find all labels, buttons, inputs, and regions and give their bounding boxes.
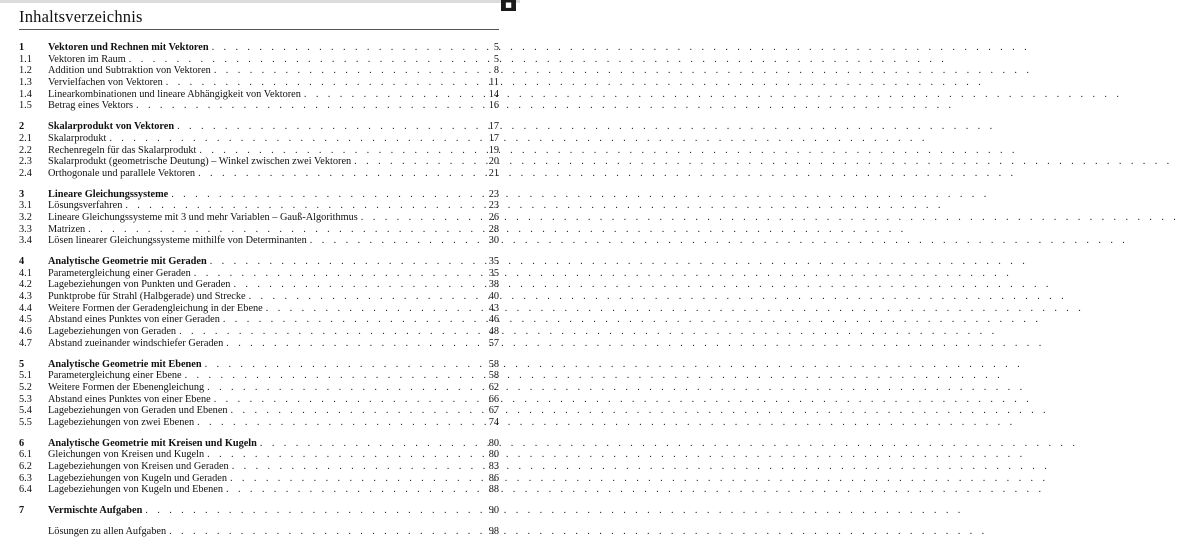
toc-entry-row[interactable] (19, 133, 499, 145)
chapter-title: Vermischte Aufgaben (48, 505, 143, 517)
dot-leader (207, 382, 478, 394)
toc-entry-row[interactable] (19, 200, 499, 212)
dot-leader (136, 100, 478, 112)
dot-leader (304, 89, 478, 101)
page-number: 66 (488, 393, 499, 405)
dot-leader (361, 212, 478, 224)
dot-leader (88, 224, 478, 236)
toc-entry-row[interactable] (19, 168, 499, 180)
entry-title: Vervielfachen von Vektoren (48, 77, 163, 89)
toc-entry-row[interactable] (19, 417, 499, 429)
entry-number: 1.3 (19, 77, 32, 89)
dot-leader (226, 484, 478, 496)
dot-leader (260, 438, 478, 450)
entry-number: 6.1 (19, 449, 32, 461)
page-number: 74 (488, 416, 499, 428)
page-number: 58 (488, 358, 499, 370)
toc-section-5 (19, 359, 499, 429)
dot-leader (109, 133, 478, 145)
entry-number: 1.4 (19, 88, 32, 100)
page-number: 8 (493, 65, 499, 77)
entry-title: Abstand eines Punktes von einer Geraden (48, 314, 220, 326)
page-number: 88 (488, 484, 499, 496)
toc-chapter-row[interactable] (19, 189, 499, 201)
entry-number: 2.2 (19, 144, 32, 156)
toc-entry-row[interactable] (19, 100, 499, 112)
entry-title: Weitere Formen der Geradengleichung in der Ebene (48, 302, 263, 314)
entry-title: Lagebeziehungen von Kugeln und Geraden (48, 472, 227, 484)
entry-number: 6.2 (19, 461, 32, 472)
entry-title: Lineare Gleichungssysteme mit 3 und mehr Variablen – Gauß-Algorithmus (48, 211, 358, 223)
entry-number: 3.3 (19, 223, 32, 235)
entry-number: 2.3 (19, 156, 32, 168)
page-number: 30 (488, 235, 499, 247)
entry-title: Gleichungen von Kreisen und Kugeln (48, 449, 205, 461)
toc-chapter-row[interactable] (19, 505, 499, 517)
toc-chapter-row[interactable] (19, 42, 499, 54)
toc-solutions-row[interactable] (19, 526, 499, 538)
page-number: 23 (488, 200, 499, 212)
page-number: 26 (488, 211, 499, 223)
chapter-number: 2 (19, 121, 25, 133)
entry-number: 6.4 (19, 484, 32, 496)
page-number: 17 (488, 121, 499, 133)
toc-entry-row[interactable] (19, 338, 499, 350)
page-number: 35 (488, 256, 499, 267)
entry-title: Addition und Subtraktion von Vektoren (48, 65, 211, 77)
entry-number: 4.2 (19, 279, 32, 291)
chapter-title: Skalarprodukt von Vektoren (48, 121, 175, 133)
entry-title: Abstand eines Punktes von einer Ebene (48, 393, 211, 405)
page-title: Inhaltsverzeichnis (19, 7, 143, 26)
entry-number: 4.5 (19, 314, 32, 326)
dot-leader (129, 54, 478, 66)
entry-title: Lösungen zu allen Aufgaben (48, 525, 167, 537)
toc-entry-row[interactable] (19, 461, 499, 473)
toc-entry-row[interactable] (19, 89, 499, 101)
chapter-number: 4 (19, 256, 25, 267)
entry-number: 4.3 (19, 291, 32, 303)
entry-number: 4.7 (19, 337, 32, 349)
dot-leader (179, 326, 478, 338)
page-number: 20 (488, 156, 499, 168)
toc-chapter-row[interactable] (19, 121, 499, 133)
page-number: 28 (488, 223, 499, 235)
entry-number: 3.1 (19, 200, 32, 212)
page-number: 67 (488, 405, 499, 417)
entry-title: Linearkombinationen und lineare Abhängigkeit von Vektoren (48, 88, 301, 100)
page-number: 35 (488, 267, 499, 279)
entry-title: Vektoren im Raum (48, 53, 126, 65)
toc-entry-row[interactable] (19, 449, 499, 461)
chapter-title: Analytische Geometrie mit Kreisen und Kugeln (48, 437, 257, 449)
entry-title: Skalarprodukt (48, 132, 107, 144)
entry-number: 5.3 (19, 393, 32, 405)
dot-leader (197, 417, 478, 429)
top-edge-bar (0, 0, 520, 3)
page-number: 62 (488, 381, 499, 393)
chapter-number: 3 (19, 188, 25, 200)
page-number: 80 (488, 437, 499, 449)
entry-number: 3.4 (19, 235, 32, 247)
entry-number: 4.4 (19, 302, 32, 314)
corner-marker-icon: ■ (501, 0, 516, 11)
dot-leader (166, 77, 478, 89)
toc-section-7 (19, 505, 499, 517)
page-number: 5 (493, 53, 499, 65)
dot-leader (214, 394, 478, 406)
toc-entry-row[interactable] (19, 268, 499, 280)
page-number: 83 (488, 461, 499, 472)
dot-leader (249, 291, 478, 303)
entry-title: Punktprobe für Strahl (Halbgerade) und Strecke (48, 291, 246, 303)
entry-number: 6.3 (19, 472, 32, 484)
toc-entry-row[interactable] (19, 77, 499, 89)
dot-leader (171, 189, 478, 201)
entry-number: 1.5 (19, 100, 32, 112)
dot-leader (223, 314, 478, 326)
chapter-title: Vektoren und Rechnen mit Vektoren (48, 42, 209, 53)
chapter-number: 5 (19, 358, 25, 370)
entry-number: 1.1 (19, 53, 32, 65)
entry-title: Rechenregeln für das Skalarprodukt (48, 144, 197, 156)
chapter-title: Lineare Gleichungssysteme (48, 188, 169, 200)
dot-leader (210, 256, 478, 268)
dot-leader (266, 303, 478, 315)
dot-leader (145, 505, 478, 517)
entry-title: Lagebeziehungen von Geraden (48, 326, 177, 338)
toc-section-solutions (19, 526, 499, 538)
toc-section-1 (19, 42, 499, 112)
dot-leader (354, 156, 478, 168)
dot-leader (232, 461, 478, 473)
dot-leader (231, 405, 478, 417)
entry-title: Lagebeziehungen von Punkten und Geraden (48, 279, 231, 291)
dot-leader (230, 473, 478, 485)
toc-entry-row[interactable] (19, 303, 499, 315)
toc-section-2 (19, 121, 499, 179)
entry-title: Abstand zueinander windschiefer Geraden (48, 337, 224, 349)
dot-leader (207, 449, 478, 461)
toc-chapter-row[interactable] (19, 438, 499, 450)
toc-section-3 (19, 189, 499, 247)
page-number: 40 (488, 291, 499, 303)
page-number: 48 (488, 326, 499, 338)
dot-leader (198, 168, 478, 180)
page-number: 86 (488, 472, 499, 484)
toc-entry-row[interactable] (19, 405, 499, 417)
page-number: 14 (488, 88, 499, 100)
toc-entry-row[interactable] (19, 394, 499, 406)
entry-number: 4.6 (19, 326, 32, 338)
table-of-contents (19, 42, 499, 546)
entry-title: Lagebeziehungen von Kugeln und Ebenen (48, 484, 223, 496)
entry-number: 3.2 (19, 211, 32, 223)
entry-number: 5.1 (19, 370, 32, 382)
dot-leader (169, 526, 478, 538)
toc-entry-row[interactable] (19, 314, 499, 326)
dot-leader (185, 370, 478, 382)
entry-title: Lagebeziehungen von Kreisen und Geraden (48, 461, 229, 472)
toc-entry-row[interactable] (19, 156, 499, 168)
entry-title: Orthogonale und parallele Vektoren (48, 167, 196, 179)
entry-number: 4.1 (19, 267, 32, 279)
toc-entry-row[interactable] (19, 145, 499, 157)
chapter-number: 6 (19, 437, 25, 449)
toc-section-6 (19, 438, 499, 496)
toc-entry-row[interactable] (19, 291, 499, 303)
toc-entry-row[interactable] (19, 370, 499, 382)
entry-number: 1.2 (19, 65, 32, 77)
dot-leader (194, 268, 478, 280)
dot-leader (233, 279, 478, 291)
toc-entry-row[interactable] (19, 484, 499, 496)
dot-leader (214, 65, 478, 77)
toc-entry-row[interactable] (19, 212, 499, 224)
page-number: 90 (488, 505, 499, 517)
entry-title: Lagebeziehungen von zwei Ebenen (48, 416, 195, 428)
chapter-number: 1 (19, 42, 25, 53)
dot-leader (125, 200, 478, 212)
toc-chapter-row[interactable] (19, 359, 499, 371)
dot-leader (226, 338, 478, 350)
dot-leader (177, 121, 478, 133)
page-number: 38 (488, 279, 499, 291)
page-number: 21 (488, 167, 499, 179)
toc-entry-row[interactable] (19, 326, 499, 338)
page-number: 23 (488, 188, 499, 200)
page-number: 46 (488, 314, 499, 326)
toc-entry-row[interactable] (19, 473, 499, 485)
chapter-number: 7 (19, 505, 25, 517)
entry-title: Betrag eines Vektors (48, 100, 134, 112)
toc-entry-row[interactable] (19, 235, 499, 247)
entry-number: 5.2 (19, 381, 32, 393)
toc-chapter-row[interactable] (19, 256, 499, 268)
page-number: 17 (488, 132, 499, 144)
page-number: 16 (488, 100, 499, 112)
dot-leader (205, 359, 478, 371)
entry-number: 5.4 (19, 405, 32, 417)
toc-entry-row[interactable] (19, 279, 499, 291)
entry-title: Matrizen (48, 223, 86, 235)
entry-title: Lösungsverfahren (48, 200, 123, 212)
entry-title: Skalarprodukt (geometrische Deutung) – Winkel zwischen zwei Vektoren (48, 156, 352, 168)
dot-leader (199, 145, 478, 157)
dot-leader (212, 42, 478, 54)
chapter-title: Analytische Geometrie mit Geraden (48, 256, 207, 267)
page-number: 80 (488, 449, 499, 461)
entry-title: Weitere Formen der Ebenengleichung (48, 381, 205, 393)
entry-number: 2.1 (19, 132, 32, 144)
entry-number: 2.4 (19, 167, 32, 179)
chapter-title: Analytische Geometrie mit Ebenen (48, 358, 202, 370)
page-number: 57 (488, 337, 499, 349)
page-number: 11 (489, 77, 499, 89)
entry-title: Parametergleichung einer Geraden (48, 267, 191, 279)
dot-leader (310, 235, 478, 247)
page-number: 43 (488, 302, 499, 314)
page-number: 58 (488, 370, 499, 382)
entry-number: 5.5 (19, 416, 32, 428)
page-number: 98 (488, 525, 499, 537)
page-number: 19 (488, 144, 499, 156)
title-divider (19, 29, 499, 30)
toc-entry-row[interactable] (19, 65, 499, 77)
toc-section-4 (19, 256, 499, 350)
entry-title: Parametergleichung einer Ebene (48, 370, 182, 382)
toc-entry-row[interactable] (19, 382, 499, 394)
toc-entry-row[interactable] (19, 54, 499, 66)
toc-entry-row[interactable] (19, 224, 499, 236)
page-number: 5 (493, 42, 499, 53)
entry-title: Lösen linearer Gleichungssysteme mithilfe von Determinanten (48, 235, 307, 247)
entry-title: Lagebeziehungen von Geraden und Ebenen (48, 405, 228, 417)
